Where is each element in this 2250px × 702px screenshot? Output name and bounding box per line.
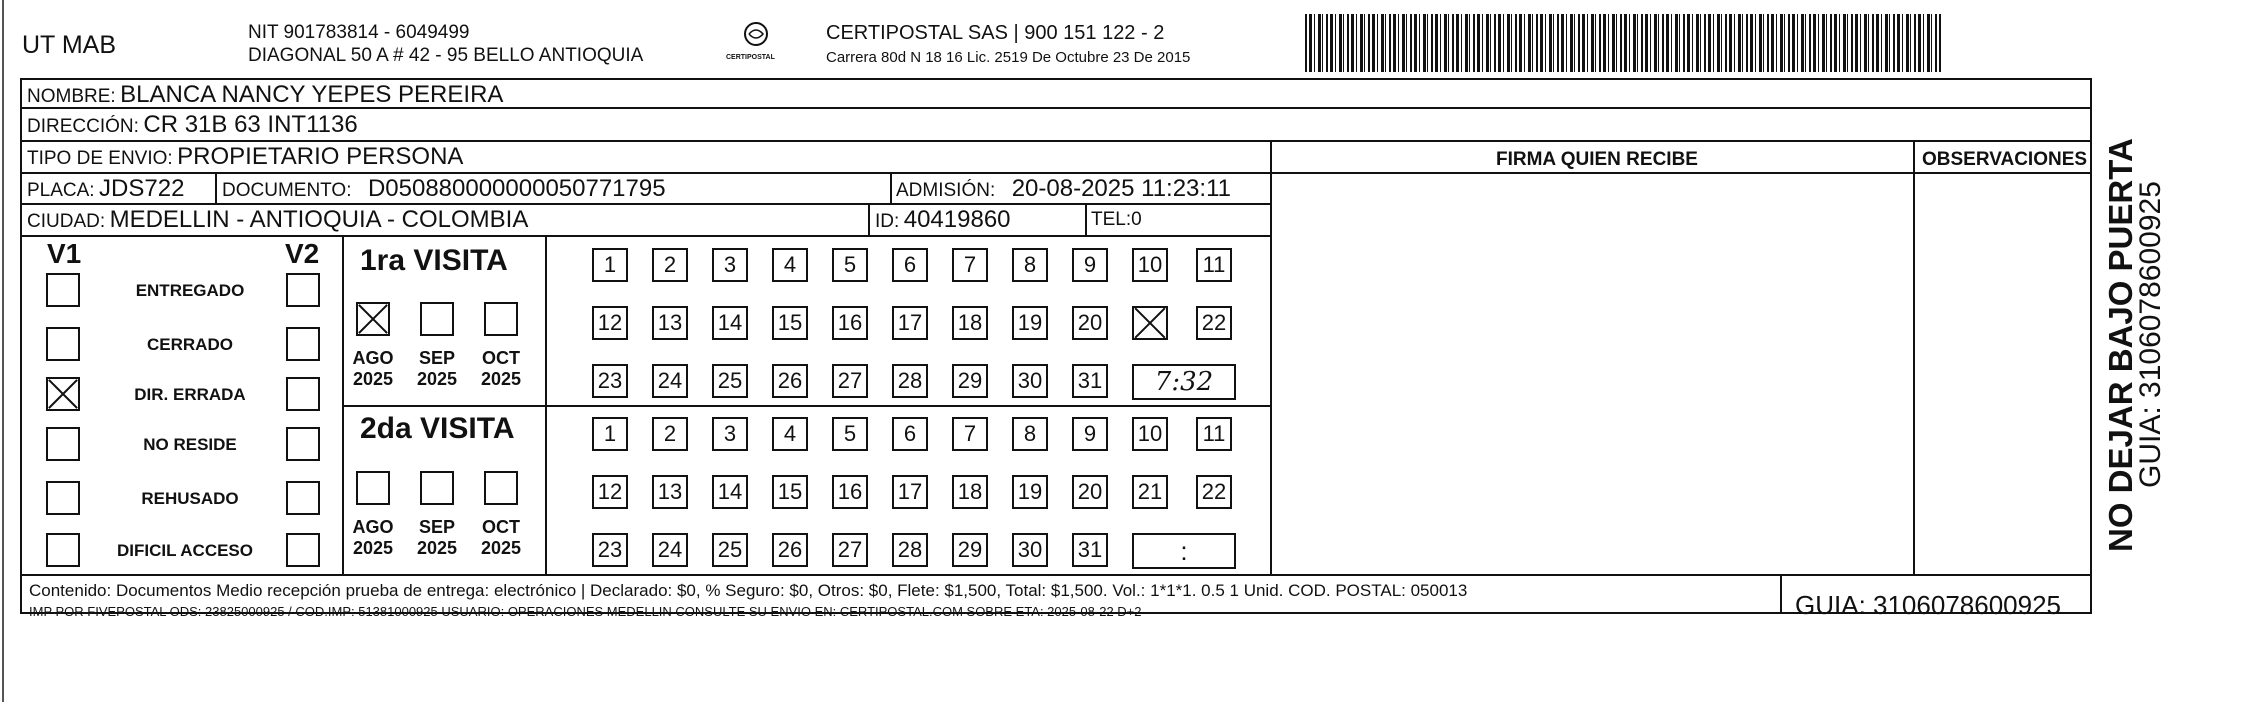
visit1-day-box[interactable]: 10 bbox=[1132, 248, 1168, 282]
visit1-day-box[interactable]: 3 bbox=[712, 248, 748, 282]
visit1-day-box[interactable]: 12 bbox=[592, 306, 628, 340]
visit2-time-box[interactable]: : bbox=[1132, 533, 1236, 569]
v2-checkbox[interactable] bbox=[286, 481, 320, 515]
visit2-day-box[interactable]: 29 bbox=[952, 533, 988, 567]
tel-label: TEL: bbox=[1091, 209, 1132, 230]
visit2-day-box[interactable]: 3 bbox=[712, 417, 748, 451]
v2-checkbox[interactable] bbox=[286, 427, 320, 461]
col-divider bbox=[868, 203, 870, 235]
visit2-month-label bbox=[412, 517, 462, 558]
visit1-day-box[interactable]: 28 bbox=[892, 364, 928, 398]
visit1-day-box[interactable]: 4 bbox=[772, 248, 808, 282]
row-divider bbox=[20, 140, 2092, 142]
visit1-day-box[interactable]: 1 bbox=[592, 248, 628, 282]
tipo-envio-value: PROPIETARIO PERSONA bbox=[177, 143, 464, 170]
footer-guia: GUIA: 3106078600925 bbox=[1795, 590, 2061, 620]
nombre-value: BLANCA NANCY YEPES PEREIRA bbox=[120, 81, 504, 108]
visit1-month-label bbox=[412, 348, 462, 389]
visit2-day-box[interactable]: 2 bbox=[652, 417, 688, 451]
month-name: AGO bbox=[352, 517, 394, 537]
ciudad-value: MEDELLIN - ANTIOQUIA - COLOMBIA bbox=[109, 206, 529, 233]
visit2-day-box[interactable]: 15 bbox=[772, 475, 808, 509]
visit2-day-box[interactable]: 10 bbox=[1132, 417, 1168, 451]
visit-row-divider bbox=[342, 405, 1270, 407]
month-name: OCT bbox=[482, 517, 520, 537]
id-cell bbox=[875, 208, 1011, 232]
col-divider bbox=[1085, 203, 1087, 235]
direccion-row bbox=[27, 113, 358, 137]
v2-checkbox[interactable] bbox=[286, 327, 320, 361]
visit2-month-checkbox[interactable] bbox=[356, 471, 390, 505]
v2-label: V2 bbox=[285, 238, 320, 269]
page-edge bbox=[2, 0, 4, 702]
visit2-month-checkbox[interactable] bbox=[420, 471, 454, 505]
observaciones-header: OBSERVACIONES bbox=[1922, 149, 2088, 170]
visit2-month-label bbox=[476, 517, 526, 558]
col-divider bbox=[1913, 140, 1915, 574]
visit2-day-box[interactable]: 13 bbox=[652, 475, 688, 509]
footer-guia-divider bbox=[1780, 574, 1782, 614]
visit1-day-box[interactable]: 15 bbox=[772, 306, 808, 340]
v2-checkbox[interactable] bbox=[286, 273, 320, 307]
tel-cell bbox=[1091, 210, 1142, 229]
placa-value: JDS722 bbox=[99, 175, 185, 202]
month-year: 2025 bbox=[416, 368, 458, 389]
visit2-day-box[interactable]: 6 bbox=[892, 417, 928, 451]
visit1-month-checkbox[interactable] bbox=[356, 302, 390, 336]
visit1-day-box[interactable]: 22 bbox=[1196, 306, 1232, 340]
nombre-row bbox=[27, 83, 503, 107]
v1-checkbox[interactable] bbox=[46, 427, 80, 461]
visit2-day-box[interactable]: 4 bbox=[772, 417, 808, 451]
visit1-month-label bbox=[348, 348, 398, 389]
visit2-day-box[interactable]: 26 bbox=[772, 533, 808, 567]
company-address: DIAGONAL 50 A # 42 - 95 BELLO ANTIOQUIA bbox=[248, 45, 644, 66]
status-label: ENTREGADO bbox=[135, 281, 245, 300]
visit1-day-box[interactable]: 16 bbox=[832, 306, 868, 340]
visit1-day-box[interactable] bbox=[1132, 306, 1168, 340]
visit1-day-box[interactable]: 25 bbox=[712, 364, 748, 398]
visit1-day-box[interactable]: 2 bbox=[652, 248, 688, 282]
ciudad-cell bbox=[27, 208, 528, 232]
row-divider bbox=[20, 235, 1270, 237]
month-year: 2025 bbox=[480, 537, 522, 558]
admision-value: 20-08-2025 11:23:11 bbox=[1011, 175, 1231, 202]
direccion-label: DIRECCIÓN: bbox=[27, 116, 139, 137]
visit2-day-box[interactable]: 7 bbox=[952, 417, 988, 451]
visit2-day-box[interactable]: 30 bbox=[1012, 533, 1048, 567]
tipo-envio-row bbox=[27, 145, 463, 169]
tipo-envio-label: TIPO DE ENVIO: bbox=[27, 148, 173, 169]
visit2-day-box[interactable]: 12 bbox=[592, 475, 628, 509]
visit1-day-box[interactable]: 7 bbox=[952, 248, 988, 282]
visit2-day-box[interactable]: 20 bbox=[1072, 475, 1108, 509]
visit1-day-box[interactable]: 13 bbox=[652, 306, 688, 340]
visit2-day-box[interactable]: 19 bbox=[1012, 475, 1048, 509]
month-name: AGO bbox=[352, 348, 394, 368]
visit2-day-box[interactable]: 11 bbox=[1196, 417, 1232, 451]
documento-cell bbox=[222, 177, 666, 201]
v2-checkbox[interactable] bbox=[286, 377, 320, 411]
visit1-day-box[interactable]: 11 bbox=[1196, 248, 1232, 282]
visit2-day-box[interactable]: 18 bbox=[952, 475, 988, 509]
visit1-day-box[interactable]: 19 bbox=[1012, 306, 1048, 340]
visit2-month-label bbox=[348, 517, 398, 558]
placa-label: PLACA: bbox=[27, 180, 95, 201]
visit1-day-box[interactable]: 14 bbox=[712, 306, 748, 340]
month-year: 2025 bbox=[352, 537, 394, 558]
v1-checkbox[interactable] bbox=[46, 327, 80, 361]
visit1-day-box[interactable]: 27 bbox=[832, 364, 868, 398]
v1-label: V1 bbox=[47, 238, 82, 269]
status-label: DIR. ERRADA bbox=[134, 385, 246, 404]
id-value: 40419860 bbox=[903, 206, 1011, 233]
ciudad-label: CIUDAD: bbox=[27, 211, 106, 232]
firma-header: FIRMA QUIEN RECIBE bbox=[1496, 149, 1698, 170]
visit2-day-box[interactable]: 16 bbox=[832, 475, 868, 509]
visit1-day-box[interactable]: 24 bbox=[652, 364, 688, 398]
col-divider bbox=[890, 172, 892, 203]
visit2-day-box[interactable]: 27 bbox=[832, 533, 868, 567]
visit2-month-checkbox[interactable] bbox=[484, 471, 518, 505]
visit2-day-box[interactable]: 31 bbox=[1072, 533, 1108, 567]
logo-text: CERTIPOSTAL bbox=[726, 54, 775, 61]
row-divider bbox=[1270, 172, 2092, 174]
visit1-month-label bbox=[476, 348, 526, 389]
visit1-day-box[interactable]: 29 bbox=[952, 364, 988, 398]
company-name: UT MAB bbox=[22, 31, 116, 59]
visit2-day-box[interactable]: 23 bbox=[592, 533, 628, 567]
month-name: SEP bbox=[418, 517, 456, 537]
v1-checkbox[interactable] bbox=[46, 481, 80, 515]
documento-value: D050880000000050771795 bbox=[367, 175, 666, 202]
certipostal-logo bbox=[724, 18, 788, 64]
month-name: SEP bbox=[418, 348, 456, 368]
tel-value: 0 bbox=[1131, 209, 1142, 230]
company-nit: NIT 901783814 - 6049499 bbox=[248, 22, 470, 43]
visit2-day-box[interactable]: 22 bbox=[1196, 475, 1232, 509]
visit2-day-box[interactable]: 28 bbox=[892, 533, 928, 567]
v1-checkbox[interactable] bbox=[46, 533, 80, 567]
certipostal-license: Carrera 80d N 18 16 Lic. 2519 De Octubre 23 De 2015 bbox=[826, 49, 1191, 66]
visit1-day-box[interactable]: 17 bbox=[892, 306, 928, 340]
no-dejar-bajo-puerta: NO DEJAR BAJO PUERTA bbox=[2102, 138, 2139, 552]
visit1-month-checkbox[interactable] bbox=[484, 302, 518, 336]
visit2-day-box[interactable]: 24 bbox=[652, 533, 688, 567]
direccion-value: CR 31B 63 INT1136 bbox=[143, 111, 358, 138]
status-label: DIFICIL ACCESO bbox=[116, 541, 253, 560]
col-divider bbox=[1270, 140, 1272, 574]
visit2-day-box[interactable]: 21 bbox=[1132, 475, 1168, 509]
visit1-day-box[interactable]: 6 bbox=[892, 248, 928, 282]
visit1-day-box[interactable]: 20 bbox=[1072, 306, 1108, 340]
visit2-day-box[interactable]: 17 bbox=[892, 475, 928, 509]
month-year: 2025 bbox=[352, 368, 394, 389]
visit2-title: 2da VISITA bbox=[360, 412, 515, 445]
visit1-title: 1ra VISITA bbox=[360, 244, 508, 277]
v1-checkbox[interactable] bbox=[46, 273, 80, 307]
visit1-time-box[interactable]: 7:32 bbox=[1132, 364, 1236, 400]
visit1-day-box[interactable]: 9 bbox=[1072, 248, 1108, 282]
visit1-day-box[interactable]: 30 bbox=[1012, 364, 1048, 398]
documento-label: DOCUMENTO: bbox=[222, 180, 352, 201]
v1-checkbox[interactable] bbox=[46, 377, 80, 411]
row-divider bbox=[20, 203, 1270, 205]
footer-content: Contenido: Documentos Medio recepción prueba de entrega: electrónico | Declarado: $0, % Seguro: $0, Otros: $0, Flete: $1,500, Total: $1,500. Vol.: 1*1*1. 0.5 1 Unid. COD. POSTAL: 050013 bbox=[29, 581, 1468, 600]
certipostal-info: CERTIPOSTAL SAS | 900 151 122 - 2 bbox=[826, 22, 1165, 44]
status-label: CERRADO bbox=[147, 335, 233, 354]
placa-cell bbox=[27, 177, 184, 201]
visit2-day-box[interactable]: 8 bbox=[1012, 417, 1048, 451]
visit2-day-box[interactable]: 1 bbox=[592, 417, 628, 451]
visit2-day-box[interactable]: 9 bbox=[1072, 417, 1108, 451]
admision-cell bbox=[896, 177, 1231, 201]
barcode bbox=[1305, 14, 1941, 72]
visit1-month-checkbox[interactable] bbox=[420, 302, 454, 336]
visit1-day-box[interactable]: 26 bbox=[772, 364, 808, 398]
admision-label: ADMISIÓN: bbox=[896, 180, 996, 201]
status-label: REHUSADO bbox=[141, 489, 239, 508]
visit2-day-box[interactable]: 25 bbox=[712, 533, 748, 567]
visit1-day-box[interactable]: 31 bbox=[1072, 364, 1108, 398]
id-label: ID: bbox=[875, 211, 900, 232]
visit1-day-box[interactable]: 5 bbox=[832, 248, 868, 282]
month-year: 2025 bbox=[480, 368, 522, 389]
v2-checkbox[interactable] bbox=[286, 533, 320, 567]
visit1-day-box[interactable]: 8 bbox=[1012, 248, 1048, 282]
visit1-day-box[interactable]: 18 bbox=[952, 306, 988, 340]
visit1-day-box[interactable]: 23 bbox=[592, 364, 628, 398]
visit2-day-box[interactable]: 14 bbox=[712, 475, 748, 509]
col-divider bbox=[215, 172, 217, 203]
month-name: OCT bbox=[482, 348, 520, 368]
row-divider bbox=[20, 172, 1270, 174]
side-guia: GUIA: 3106078600925 bbox=[2134, 181, 2167, 488]
nombre-label: NOMBRE: bbox=[27, 86, 116, 107]
footer-imp: IMP POR FIVEPOSTAL ODS: 23825000925 / COD.IMP: 51381000925 USUARIO: OPERACIONES MEDELLIN CONSULTE SU ENVIO EN: CERTIPOSTAL.COM SOBRE ETA: 2025-08-22 D+2 bbox=[29, 604, 1142, 619]
visit2-day-box[interactable]: 5 bbox=[832, 417, 868, 451]
month-year: 2025 bbox=[416, 537, 458, 558]
status-label: NO RESIDE bbox=[143, 435, 237, 454]
